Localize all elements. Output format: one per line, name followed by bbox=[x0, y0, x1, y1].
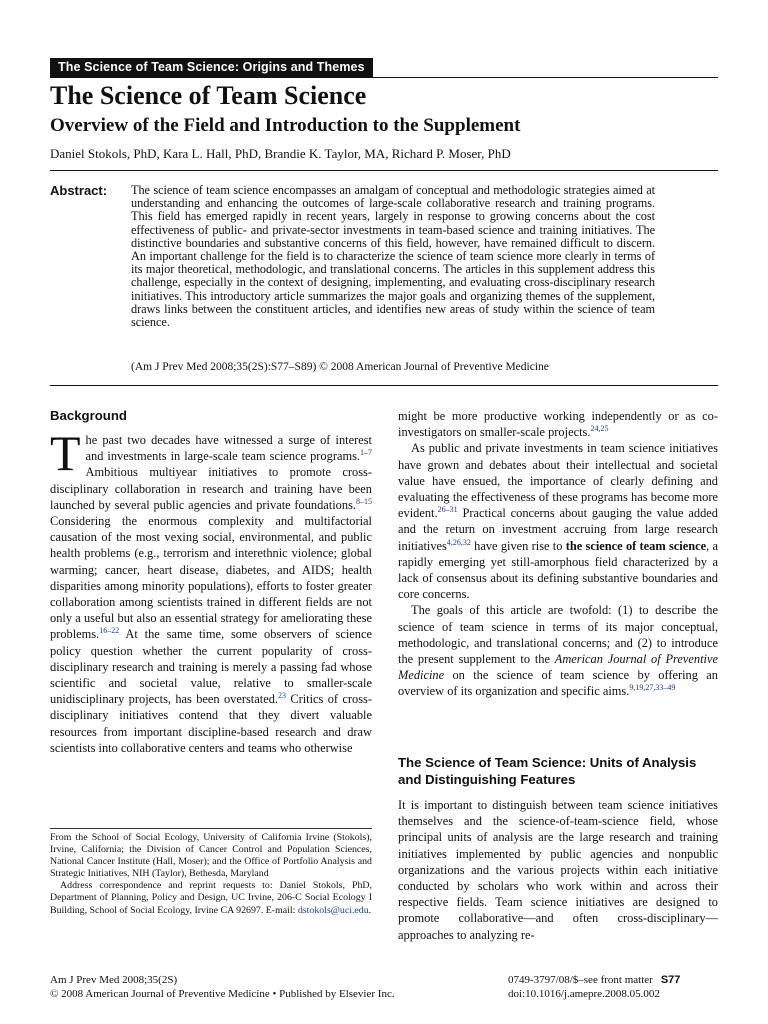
correspondence-note: Address correspondence and reprint requests to: Daniel Stokols, PhD, Department of Planning, Policy and Design, UC Irvine, 206-C Social Ecology I Building, School of Social Ecology, Irvine CA 92697. E-mail: dstokols@uci.edu. bbox=[50, 880, 372, 916]
citation-ref[interactable]: 1–7 bbox=[360, 448, 372, 458]
abstract-label: Abstract: bbox=[50, 183, 108, 198]
footer-left bbox=[50, 973, 395, 1001]
abstract-text: The science of team science encompasses an amalgam of conceptual and methodologic strategies aimed at understanding and enhancing the outcomes of large-scale collaborative research and training programs. This field has emerged rapidly in recent years, largely in response to growing concerns about the cost effectiveness of public- and private-sector investments in team-based science and training initiatives. The distinctive boundaries and substantive concerns of this field, however, have remained difficult to discern. An important challenge for the field is to characterize the science of team science more clearly in terms of its major theoretical, methodologic, and translational concerns. The articles in this supplement address this challenge, especially in the context of designing, implementing, and evaluating cross-disciplinary research initiatives. This introductory article summarizes the major goals and organizing themes of the supplement, draws links between the constituent articles, and identifies new areas of study within the science of team science. bbox=[131, 183, 655, 330]
authors: Daniel Stokols, PhD, Kara L. Hall, PhD, Brandie K. Taylor, MA, Richard P. Moser, PhD bbox=[50, 146, 511, 161]
section-heading-units: The Science of Team Science: Units of Analysis and Distinguishing Features bbox=[398, 755, 697, 787]
paragraph: The goals of this article are twofold: (1) to describe the science of team science in terms of its major conceptual, methodologic, and translational concerns; and (2) to introduce the present supplement to the American Journal of Preventive Medicine on the science of team science by offering an overview of its organization and specific aims.$^{9,19,27,33-49}$ bbox=[398, 603, 718, 699]
footer-doi: doi:10.1016/j.amepre.2008.05.002 bbox=[508, 988, 660, 1000]
footnote-rule bbox=[50, 828, 372, 829]
background-body: The past two decades have witnessed a surge of interest and investments in large-scale team science programs.$^{1-7}$ Ambitious multiyear initiatives to promote cross-disciplinary collaboration in research and training have been launched by several public agencies and private foundations.$^{8-15}$ Considering the enormous complexity and multifactorial causation of the most vexing social, environmental, and public health problems (e.g., terrorism and interethnic violence; global warming; cancer, heart disease, diabetes, and AIDS; health disparities among minority populations), efforts to foster greater collaboration among scientists trained in different fields are not only a useful but also an essential strategy for ameliorating these problems.$^{16-22}$ At the same time, some observers of science policy question whether the current popularity of cross-disciplinary research and training is merely a passing fad whose scientific and societal value, relative to smaller-scale unidisciplinary projects, has been overstated.$^{23}$ Critics of cross-disciplinary initiatives contend that they divert valuable resources from important discipline-based research and draw scientists into collaborative centers and teams who otherwise bbox=[50, 425, 372, 755]
background-heading: Background bbox=[50, 408, 127, 423]
citation-ref[interactable]: 23 bbox=[277, 691, 286, 701]
right-column-body bbox=[398, 408, 718, 700]
abstract-citation: (Am J Prev Med 2008;35(2S):S77–S89) © 2008 American Journal of Preventive Medicine bbox=[131, 361, 549, 373]
drop-cap: T bbox=[50, 425, 81, 481]
citation-ref[interactable]: 4,26,32 bbox=[446, 537, 471, 547]
citation-ref[interactable]: 9,19,27,33–49 bbox=[629, 683, 676, 693]
footnote bbox=[50, 832, 372, 917]
abstract-top-rule bbox=[50, 170, 718, 171]
abstract-bottom-rule bbox=[50, 385, 718, 386]
email-link[interactable]: dstokols@uci.edu bbox=[297, 904, 369, 916]
page-title: The Science of Team Science bbox=[50, 81, 367, 110]
citation-ref[interactable]: 16–22 bbox=[99, 626, 120, 636]
citation-ref[interactable]: 8–15 bbox=[356, 496, 372, 506]
section-label: The Science of Team Science: Origins and Themes bbox=[50, 58, 373, 77]
affiliation-note: From the School of Social Ecology, University of California Irvine (Stokols), Irvine, California; the Division of Cancer Control and Population Sciences, National Cancer Institute (Hall, Moser); and the Office of Portfolio Analysis and Strategic Initiatives, NIH (Taylor), Bethesda, Maryland bbox=[50, 832, 372, 880]
paragraph: As public and private investments in team science initiatives have grown and debates about their intellectual and societal value have ensued, the importance of clearly defining and evaluating the effectiveness of these programs has become more evident.$^{26-31}$ Practical concerns about gauging the value added and the return on investment accruing from large research initiatives$^{4,26,32}$ have given rise to the science of team science, a rapidly emerging yet still-amorphous field characterized by a lack of consensus about its defining substantive boundaries and core concerns. bbox=[398, 441, 718, 602]
page-subtitle: Overview of the Field and Introduction to the Supplement bbox=[50, 115, 521, 136]
footer-right bbox=[508, 973, 718, 1001]
page-number: S77 bbox=[660, 974, 681, 986]
footer-copyright: © 2008 American Journal of Preventive Medicine • Published by Elsevier Inc. bbox=[50, 988, 395, 1000]
header-rule bbox=[50, 77, 718, 78]
citation-ref[interactable]: 24,25 bbox=[590, 424, 609, 434]
paragraph: might be more productive working independently or as co-investigators on smaller-scale projects.$^{24,25}$ bbox=[398, 409, 718, 440]
paragraph: It is important to distinguish between team science initiatives themselves and the science-of-team-science field, whose principal units of analysis are the large research and training initiatives implemented by public agencies and nonpublic organizations and the various projects within each initiative conducted by scholars who work within and across their respective fields. Team science initiatives are designed to promote collaborative—and often cross-disciplinary—approaches to analyzing re- bbox=[398, 798, 718, 942]
citation-ref[interactable]: 26–31 bbox=[437, 505, 458, 515]
footer-issn-line: 0749-3797/08/$–see front matter S77 bbox=[508, 974, 681, 986]
footer-journal: Am J Prev Med 2008;35(2S) bbox=[50, 974, 178, 986]
units-body bbox=[398, 797, 718, 943]
